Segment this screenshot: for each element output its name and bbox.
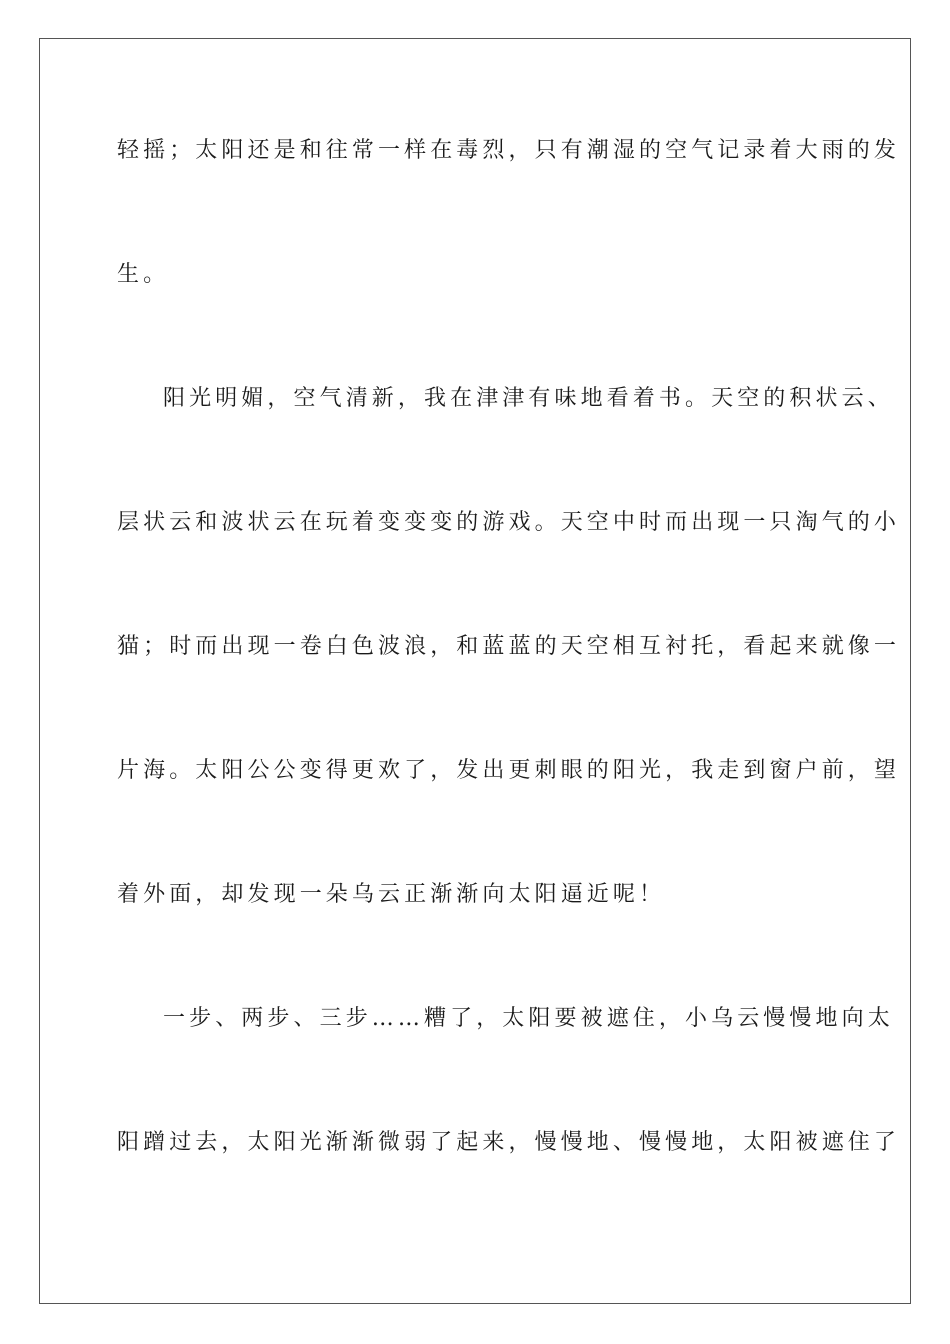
paragraph-start-line: 阳光明媚，空气清新，我在津津有味地看着书。天空的积状云、 [163,386,894,411]
text-line: 轻摇；太阳还是和往常一样在毒烈，只有潮湿的空气记录着大雨的发 [117,138,901,163]
text-line: 生。 [117,262,170,287]
page-border [39,38,911,1304]
text-line: 着外面，却发现一朵乌云正渐渐向太阳逼近呢！ [117,882,666,907]
text-line: 片海。太阳公公变得更欢了，发出更刺眼的阳光，我走到窗户前，望 [117,758,901,783]
text-line: 层状云和波状云在玩着变变变的游戏。天空中时而出现一只淘气的小 [117,510,901,535]
text-line: 阳蹭过去，太阳光渐渐微弱了起来，慢慢地、慢慢地，太阳被遮住了 [117,1130,901,1155]
text-line: 猫；时而出现一卷白色波浪，和蓝蓝的天空相互衬托，看起来就像一 [117,634,901,659]
paragraph-start-line: 一步、两步、三步……糟了，太阳要被遮住，小乌云慢慢地向太 [163,1006,894,1031]
